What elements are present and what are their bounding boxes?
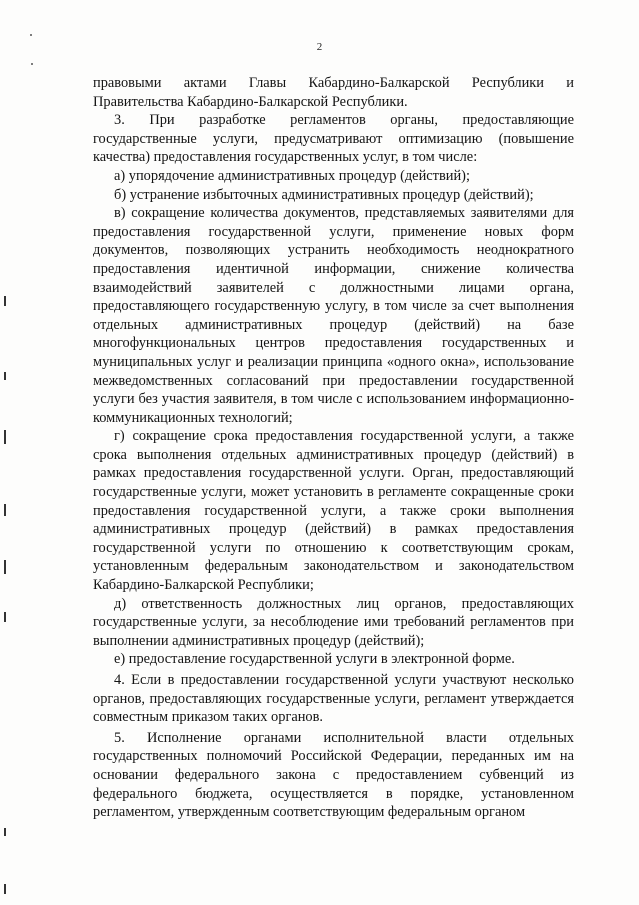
scan-margin-mark	[4, 612, 6, 622]
list-item-g: г) сокращение срока предоставления государственной услуги, а также срока выполнения отдельных административных процедур (действий) в рамках предоставления государственной услуги. Орган, предоставляющий государственные услуги, может установить в регламенте сокращенные сроки предоставления государственной услуги, а также сроки выполнения административных процедур (действий) в рамках предоставления государственной услуги по отношению к соответствующим срокам, установленным федеральным законодательством и законодательством Кабардино-Балкарской Республики;	[93, 428, 574, 594]
paragraph-4: 4. Если в предоставлении государственной услуги участвуют несколько органов, предоставляющих государственные услуги, регламент утверждается совместным приказом таких органов.	[93, 672, 574, 726]
list-item-a: а) упорядочение административных процедур (действий);	[114, 167, 470, 184]
document-body	[93, 74, 574, 822]
scan-speck	[31, 63, 33, 65]
scan-margin-mark	[4, 560, 6, 574]
list-item-d: д) ответственность должностных лиц органов, предоставляющих государственные услуги, за несоблюдение ими требований регламентов при выполнении административных процедур (действий);	[93, 595, 574, 649]
scan-speck	[30, 34, 32, 36]
scan-margin-mark	[4, 296, 6, 306]
scan-margin-mark	[4, 828, 6, 836]
list-item-e: е) предоставление государственной услуги в электронной форме.	[114, 651, 515, 668]
scan-margin-mark	[4, 372, 6, 380]
scan-margin-mark	[4, 884, 6, 894]
paragraph-3: 3. При разработке регламентов органы, предоставляющие государственные услуги, предусматривают оптимизацию (повышение качества) предоставления государственных услуг, в том числе:	[93, 112, 574, 166]
scan-margin-mark	[4, 504, 6, 516]
paragraph-continuation: правовыми актами Главы Кабардино-Балкарской Республики и Правительства Кабардино-Балкарской Республики.	[93, 75, 574, 110]
list-item-v: в) сокращение количества документов, представляемых заявителями для предоставления государственной услуги, применение новых форм документов, позволяющих устранить необходимость неоднократного предоставления идентичной информации, снижение количества взаимодействий заявителей с должностными лицами органа, предоставляющего государственную услугу, в том числе за счет выполнения отдельных административных процедур (действий) на базе многофункциональных центров предоставления государственных и муниципальных услуг и реализации принципа «одного окна», использование межведомственных согласований при предоставлении государственной услуги без участия заявителя, в том числе с использованием информационно-коммуникационных технологий;	[93, 205, 574, 426]
page-number: 2	[316, 41, 323, 53]
scan-margin-mark	[4, 430, 6, 444]
list-item-b: б) устранение избыточных административных процедур (действий);	[114, 186, 534, 203]
paragraph-5: 5. Исполнение органами исполнительной власти отдельных государственных полномочий Российской Федерации, переданных им на основании федерального закона с предоставлением субвенций из федерального бюджета, осуществляется в порядке, установленном регламентом, утвержденным соответствующим федеральным органом	[93, 729, 574, 821]
